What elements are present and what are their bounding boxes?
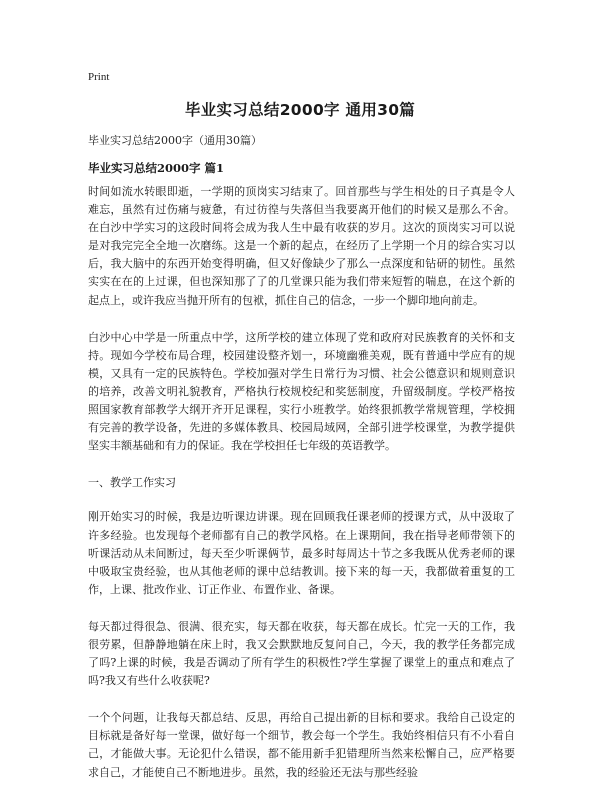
- subheading-teaching: 一、教学工作实习: [88, 476, 176, 490]
- paragraph-daily-reflection: 每天都过得很急、很满、很充实，每天都在收获，每天都在成长。忙完一天的工作，我很劳累，但静静地躺在床上时，我又会默默地反复问自己，今天，我的教学任务都完成了吗?上课的时候，我是否调动了所有学生的积极性?学生掌握了课堂上的重点和难点了吗?我又有些什么收获呢?: [88, 619, 515, 688]
- paragraph-intro: 时间如流水转眼即逝，一学期的顶岗实习结束了。回首那些与学生相处的日子真是令人难忘，虽然有过伤痛与疲惫，有过彷徨与失落但当我要离开他们的时候又是那么不舍。在白沙中学实习的这段时间将会成为我人生中最有收获的岁月。这次的顶岗实习可以说是对我完完全全地一次磨练。这是一个新的起点，在经历了上学期一个月的综合实习以后，我大脑中的东西开始变得明确，但又好像缺少了那么一点深度和钻研的韧性。虽然实实在在的上过课，但也深知那了了的几堂课只能为我们带来短暂的喘息，在这个新的起点上，或许我应当抛开所有的包袱，抓住自己的信念，一步一个脚印地向前走。: [88, 185, 515, 307]
- paragraph-goals: 一个个问题，让我每天都总结、反思，再给自己提出新的目标和要求。我给自己设定的目标就是备好每一堂课，做好每一个细节，教会每一个学生。我始终相信只有不小看自己，才能做大事。无论犯什么错误，都不能用新手犯错理所当然来松懈自己，应严格要求自己，才能使自己不断地进步。虽然，我的经验还无法与那些经验: [88, 711, 515, 779]
- section-heading: 毕业实习总结2000字 篇1: [88, 161, 225, 175]
- page-title: 毕业实习总结2000字 通用30篇: [184, 101, 416, 119]
- document-subtitle: 毕业实习总结2000字（通用30篇）: [88, 134, 262, 147]
- paragraph-teaching-start: 刚开始实习的时候，我是边听课边讲课。现在回顾我任课老师的授课方式，从中汲取了许多经验。也发现每个老师都有自己的教学风格。在上课期间，我在指导老师带领下的听课活动从未间断过，每天至少听课俩节，最多时每周达十节之多我既从优秀老师的课中吸取宝贵经验，也从其他老师的课中总结教训。接下来的每一天，我都做着重复的工作，上课、批改作业、订正作业、布置作业、备课。: [88, 510, 515, 596]
- article-body: [88, 183, 515, 801]
- paragraph-school: 白沙中心中学是一所重点中学，这所学校的建立体现了党和政府对民族教育的关怀和支持。现如今学校布局合理，校园建设整齐划一，环境幽雅美观，既有普通中学应有的规模，又具有一定的民族特色。学校加强对学生日常行为习惯、社会公德意识和规则意识的培养，改善文明礼貌教育，严格执行校规校纪和奖惩制度，升留级制度。学校严格按照国家教育部教学大纲开齐开足课程，实行小班教学。始终狠抓教学常规管理，学校拥有完善的教学设备，先进的多媒体教具、校园局域网，全部引进学校课堂，为教学提供坚实丰额基础和有力的保证。我在学校担任七年级的英语教学。: [88, 330, 515, 453]
- print-link[interactable]: Print: [88, 71, 110, 83]
